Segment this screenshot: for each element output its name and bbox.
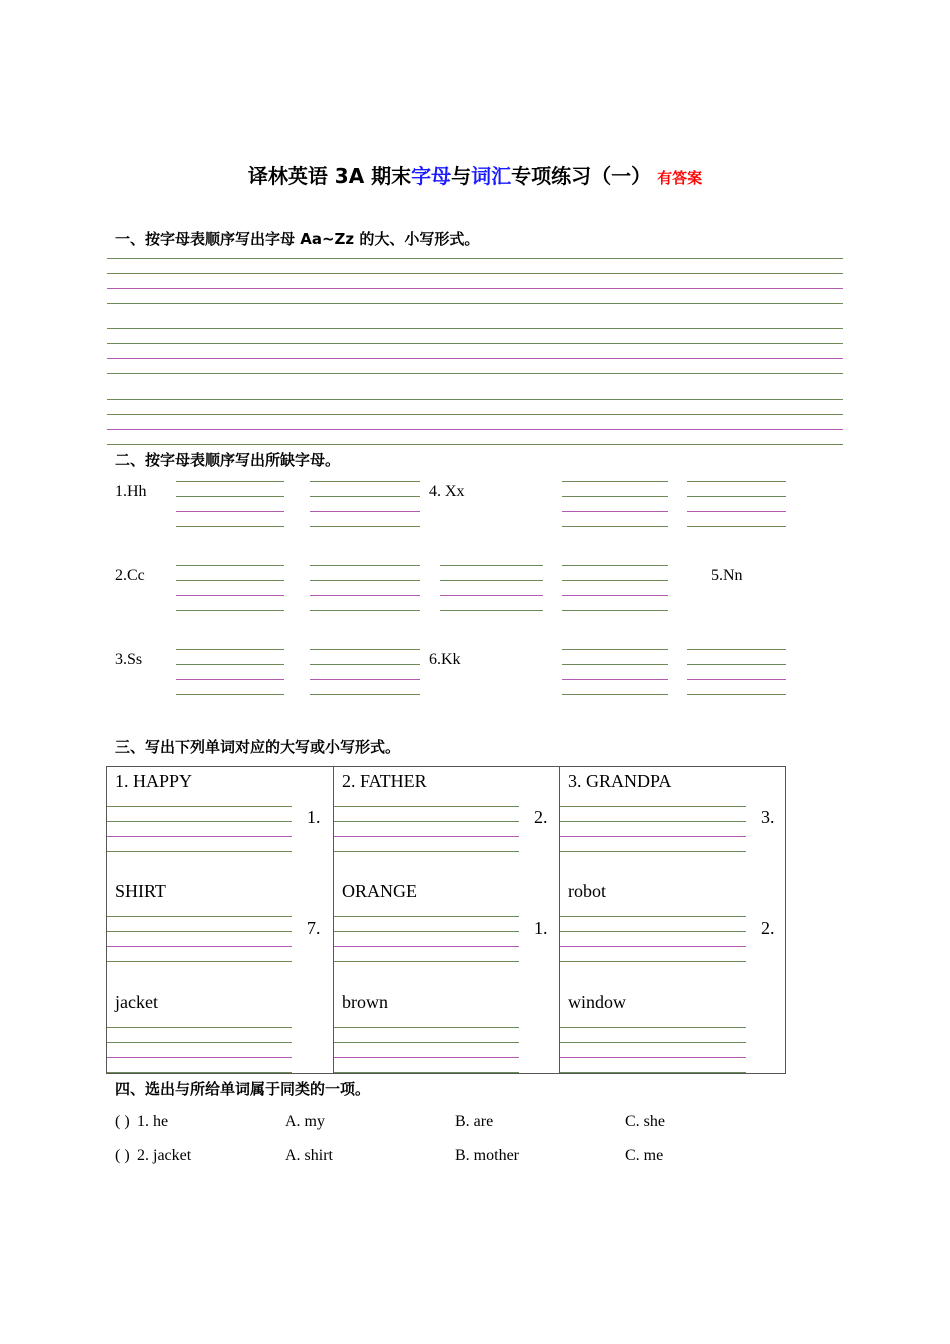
writing-guide-line [107, 1042, 292, 1043]
writing-guide-line [440, 565, 543, 566]
table-cell-word: window [568, 992, 626, 1012]
writing-guide-line [310, 694, 420, 695]
writing-guide-line [334, 961, 519, 962]
writing-guide-line [562, 511, 668, 512]
writing-guide-line [560, 851, 746, 852]
item-label: 2.Cc [115, 567, 145, 584]
writing-guide-line [334, 1072, 519, 1073]
writing-guide-line [687, 481, 786, 482]
writing-guide-line [560, 1057, 746, 1058]
question-stem: 2. jacket [137, 1147, 192, 1164]
table-cell-word: jacket [115, 992, 158, 1012]
writing-guide-line [440, 610, 543, 611]
writing-guide-line [562, 679, 668, 680]
writing-guide-line [107, 931, 292, 932]
table-side-number: 2. [761, 918, 775, 938]
writing-guide-line [334, 916, 519, 917]
writing-guide-line [562, 565, 668, 566]
item-label: 1.Hh [115, 483, 147, 500]
table-cell-word: brown [342, 992, 388, 1012]
answer-tag: 有答案 [657, 169, 703, 187]
writing-guide-line [334, 806, 519, 807]
writing-guide-line [562, 526, 668, 527]
answer-bracket[interactable]: ( ) [115, 1147, 130, 1164]
writing-guide-line [334, 836, 519, 837]
table-cell-word: robot [568, 881, 606, 901]
writing-guide-line [334, 1057, 519, 1058]
writing-guide-line [310, 610, 420, 611]
item-label: 6.Kk [429, 651, 461, 668]
title-text-letters: 字母 [411, 164, 452, 188]
writing-guide-line [310, 580, 420, 581]
writing-guide-line [107, 343, 843, 344]
table-cell-word: 2. FATHER [342, 771, 427, 791]
writing-guide-line [560, 821, 746, 822]
table-cell-word: ORANGE [342, 881, 417, 901]
writing-guide-line [687, 526, 786, 527]
writing-guide-line [107, 444, 843, 445]
table-cell-word: 1. HAPPY [115, 771, 193, 791]
page-title [0, 160, 950, 189]
item-label: 3.Ss [115, 651, 143, 668]
table-side-number: 7. [307, 918, 321, 938]
writing-guide-line [176, 610, 284, 611]
writing-guide-line [176, 649, 284, 650]
writing-guide-line [107, 399, 843, 400]
writing-guide-line [176, 664, 284, 665]
writing-guide-line [107, 303, 843, 304]
writing-guide-line [107, 806, 292, 807]
writing-guide-line [334, 1042, 519, 1043]
writing-guide-line [562, 580, 668, 581]
writing-guide-line [310, 565, 420, 566]
writing-guide-line [440, 580, 543, 581]
option-b[interactable]: B. mother [455, 1147, 519, 1164]
writing-guide-line [560, 836, 746, 837]
writing-guide-line [687, 679, 786, 680]
writing-guide-line [562, 694, 668, 695]
writing-guide-line [687, 664, 786, 665]
answer-bracket[interactable]: ( ) [115, 1113, 130, 1130]
section1-heading: 一、按字母表顺序写出字母 Aa~Zz 的大、小写形式。 [115, 230, 480, 248]
title-text-3: 与 [451, 164, 472, 188]
writing-guide-line [562, 610, 668, 611]
writing-guide-line [107, 373, 843, 374]
writing-guide-line [107, 946, 292, 947]
option-c[interactable]: C. she [625, 1113, 665, 1130]
writing-guide-line [310, 496, 420, 497]
writing-guide-line [176, 694, 284, 695]
title-text-1: 译林英语 3A 期末 [247, 164, 412, 188]
question-stem: 1. he [137, 1113, 169, 1130]
writing-guide-line [107, 916, 292, 917]
table-side-number: 2. [534, 807, 548, 827]
writing-guide-line [310, 649, 420, 650]
table-side-number: 3. [761, 807, 775, 827]
writing-guide-line [107, 258, 843, 259]
writing-guide-line [176, 565, 284, 566]
writing-guide-line [310, 664, 420, 665]
writing-guide-line [176, 526, 284, 527]
writing-guide-line [560, 1027, 746, 1028]
writing-guide-line [176, 511, 284, 512]
writing-guide-line [107, 851, 292, 852]
writing-guide-line [560, 916, 746, 917]
option-a[interactable]: A. shirt [285, 1147, 333, 1164]
option-b[interactable]: B. are [455, 1113, 494, 1130]
writing-guide-line [334, 821, 519, 822]
writing-guide-line [560, 931, 746, 932]
writing-guide-line [334, 931, 519, 932]
item-label: 5.Nn [711, 567, 743, 584]
writing-guide-line [562, 496, 668, 497]
writing-guide-line [440, 595, 543, 596]
table-side-number: 1. [534, 918, 548, 938]
writing-guide-line [310, 511, 420, 512]
writing-guide-line [334, 851, 519, 852]
writing-guide-line [560, 961, 746, 962]
writing-guide-line [687, 694, 786, 695]
writing-guide-line [107, 1072, 292, 1073]
section4-heading: 四、选出与所给单词属于同类的一项。 [115, 1080, 371, 1098]
writing-guide-line [310, 526, 420, 527]
table-cell-word: 3. GRANDPA [568, 771, 672, 791]
writing-guide-line [562, 481, 668, 482]
writing-guide-line [562, 664, 668, 665]
writing-guide-line [310, 679, 420, 680]
option-a[interactable]: A. my [285, 1113, 325, 1130]
writing-guide-line [562, 649, 668, 650]
writing-guide-line [107, 414, 843, 415]
writing-guide-line [687, 496, 786, 497]
writing-guide-line [107, 821, 292, 822]
writing-guide-line [176, 481, 284, 482]
writing-guide-line [176, 595, 284, 596]
writing-guide-line [310, 595, 420, 596]
writing-guide-line [560, 946, 746, 947]
writing-guide-line [107, 429, 843, 430]
writing-guide-line [334, 946, 519, 947]
title-text-vocab: 词汇 [471, 164, 512, 188]
writing-guide-line [107, 836, 292, 837]
writing-guide-line [176, 679, 284, 680]
writing-guide-line [560, 1072, 746, 1073]
writing-guide-line [176, 496, 284, 497]
writing-guide-line [560, 806, 746, 807]
writing-guide-line [107, 328, 843, 329]
writing-guide-line [687, 649, 786, 650]
writing-guide-line [687, 511, 786, 512]
writing-guide-line [560, 1042, 746, 1043]
title-text-5: 专项练习（一） [511, 164, 652, 188]
writing-guide-line [107, 1027, 292, 1028]
writing-guide-line [107, 358, 843, 359]
section2-heading: 二、按字母表顺序写出所缺字母。 [115, 451, 341, 469]
writing-guide-line [176, 580, 284, 581]
writing-guide-line [107, 273, 843, 274]
table-cell-word: SHIRT [115, 881, 166, 901]
writing-guide-line [107, 961, 292, 962]
table-divider [106, 852, 107, 1074]
item-label: 4. Xx [429, 483, 465, 500]
writing-guide-line [107, 1057, 292, 1058]
table-side-number: 1. [307, 807, 321, 827]
writing-guide-line [562, 595, 668, 596]
writing-guide-line [107, 288, 843, 289]
writing-guide-line [310, 481, 420, 482]
writing-guide-line [334, 1027, 519, 1028]
section3-heading: 三、写出下列单词对应的大写或小写形式。 [115, 738, 401, 756]
option-c[interactable]: C. me [625, 1147, 664, 1164]
